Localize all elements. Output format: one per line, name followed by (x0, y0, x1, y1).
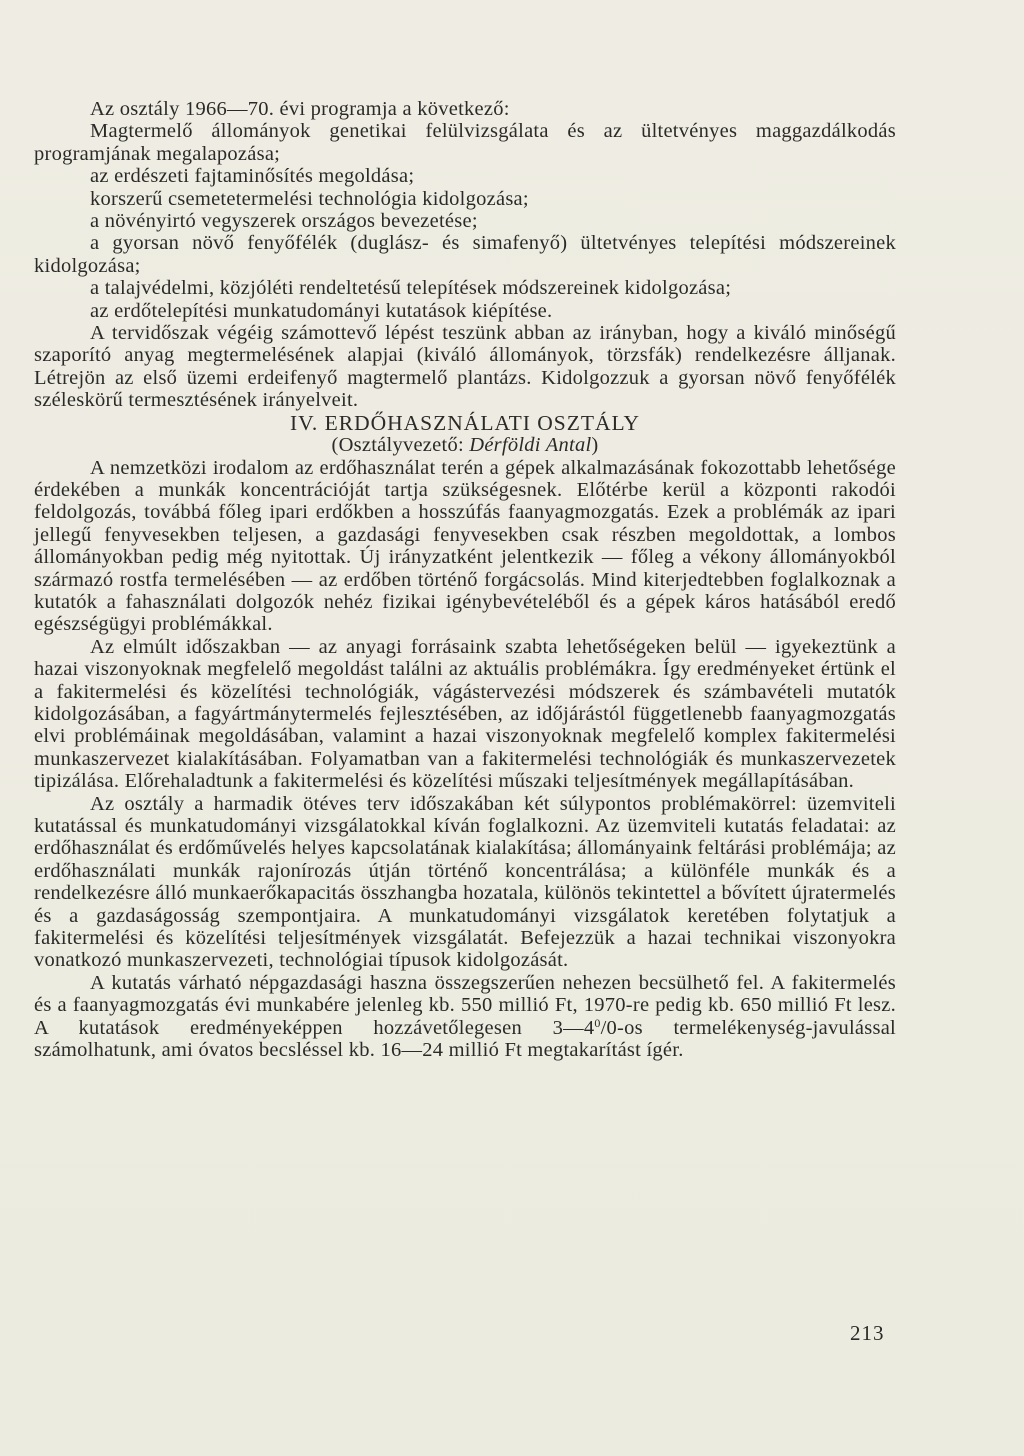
body-paragraph: Az osztály a harmadik ötéves terv időszakában két súlypontos problémakörrel: üzemviteli kutatással és munkatudományi vizsgálatokkal kíván foglalkozni. Az üzemviteli kutatás feladatai: az erdőhasználat és erdőművelés helyes kapcsolatának kialakítása; állományaink feltárási problémája; az erdőhasználati munkák rajonírozás útján történő koncentrálása; a különféle munkák és a rendelkezésre álló munkaerőkapacitás összhangba hozatala, különös tekintettel a bővített újratermelés és a gazdaságosság szempontjaira. A munkatudományi vizsgálatok keretében folytatjuk a fakitermelési és közelítési teljesítmények vizsgálatát. Befejezzük a hazai technikai viszonyokra vonatkozó munkaszervezeti, technológiai típusok kidolgozását. (34, 792, 896, 972)
last-paragraph-end: /0-os termelékenység-javulással számolhatunk, ami óvatos becsléssel kb. 16—24 millió Ft megtakarítást ígér. (34, 1016, 896, 1062)
program-item: a növényirtó vegyszerek országos bevezetése; (90, 210, 478, 233)
section-head (34, 434, 896, 456)
section-head-prefix: (Osztályvezető: (331, 434, 470, 457)
program-item: az erdőtelepítési munkatudományi kutatások kiépítése. (90, 299, 553, 322)
section-title: IV. ERDŐHASZNÁLATI OSZTÁLY (289, 410, 641, 435)
program-item: Magtermelő állományok genetikai felülvizsgálata és az ültetvényes maggazdálkodás programjának megalapozása; (34, 120, 896, 165)
program-item: az erdészeti fajtaminősítés megoldása; (90, 165, 415, 188)
page-number: 213 (850, 1321, 885, 1345)
intro-lead: Az osztály 1966—70. évi programja a következő: (90, 98, 510, 120)
body-paragraph: Az elmúlt időszakban — az anyagi forrásaink szabta lehetőségeken belül — igyekeztünk a hazai viszonyoknak megfelelő megoldást találni az aktuális problémákra. Így eredményeket értünk el a fakitermelési és közelítési technológiák, vágástervezési módszerek és számbavételi mutatók kidolgozásában, a fagyártmánytermelés fejlesztésében, az időjárástól függetlenebb faanyagmozgatás elvi problémáinak megoldásában, valamint a hazai viszonyoknak megfelelő komplex fakitermelési munkaszervezet kialakításában. Folyamatban van a fakitermelési technológiák és munkaszervezetek tipizálása. Előrehaladtunk a fakitermelési és közelítési műszaki teljesítmények megállapításában. (34, 635, 896, 793)
program-item: korszerű csemetetermelési technológia kidolgozása; (90, 187, 529, 210)
body-text (34, 98, 896, 1061)
section-head-suffix: ) (591, 434, 599, 457)
last-paragraph-start: A kutatás várható népgazdasági haszna összegszerűen nehezen becsülhető fel. A fakitermelés és a faanyagmozgatás évi munkabére jelenleg kb. 550 millió Ft, 1970-re pedig kb. 650 millió Ft lesz. A kutatások eredményeképpen hozzávetőlegesen 3—4 (34, 971, 896, 1039)
body-paragraph-last (34, 972, 896, 1062)
program-item: a talajvédelmi, közjóléti rendeltetésű telepítések módszereinek kidolgozása; (90, 277, 732, 300)
body-paragraph: A nemzetközi irodalom az erdőhasználat terén a gépek alkalmazásának fokozottabb lehetősége érdekében a munkák koncentrációját tartja szükségesnek. Előtérbe kerül a központi rakodói feldolgozás, továbbá főleg ipari erdőkben a hosszúfás faanyagmozgatás. Ezek a problémák az ipari jellegű fenyvesekben teljesen, a gazdasági fenyvesekben csak részben megoldottak, a lombos állományokban pedig még nyitottak. Új irányzatként jelentkezik — főleg a vékony állományokból származó rostfa termelésében — az erdőben történő forgácsolás. Mind kiterjedtebben foglalkoznak a kutatók a fahasználati dolgozók nehéz fizikai igénybevételéből és a gépek káros hatásából eredő egészségügyi problémákkal. (34, 456, 896, 636)
program-item: a gyorsan növő fenyőfélék (duglász- és simafenyő) ültetvényes telepítési módszereinek kidolgozása; (34, 232, 896, 277)
intro-closing-paragraph: A tervidőszak végéig számottevő lépést teszünk abban az irányban, hogy a kiváló minőségű szaporító anyag megtermelésének alapjai (kiváló állományok, törzsfák) rendelkezésre álljanak. Létrejön az első üzemi erdeifenyő magtermelő plantázs. Kidolgozzuk a gyorsan növő fenyőfélék széleskörű termesztésének irányelveit. (34, 322, 896, 412)
section-head-name: Dérföldi Antal (469, 434, 592, 457)
percent-superscript: 0 (594, 1015, 601, 1030)
